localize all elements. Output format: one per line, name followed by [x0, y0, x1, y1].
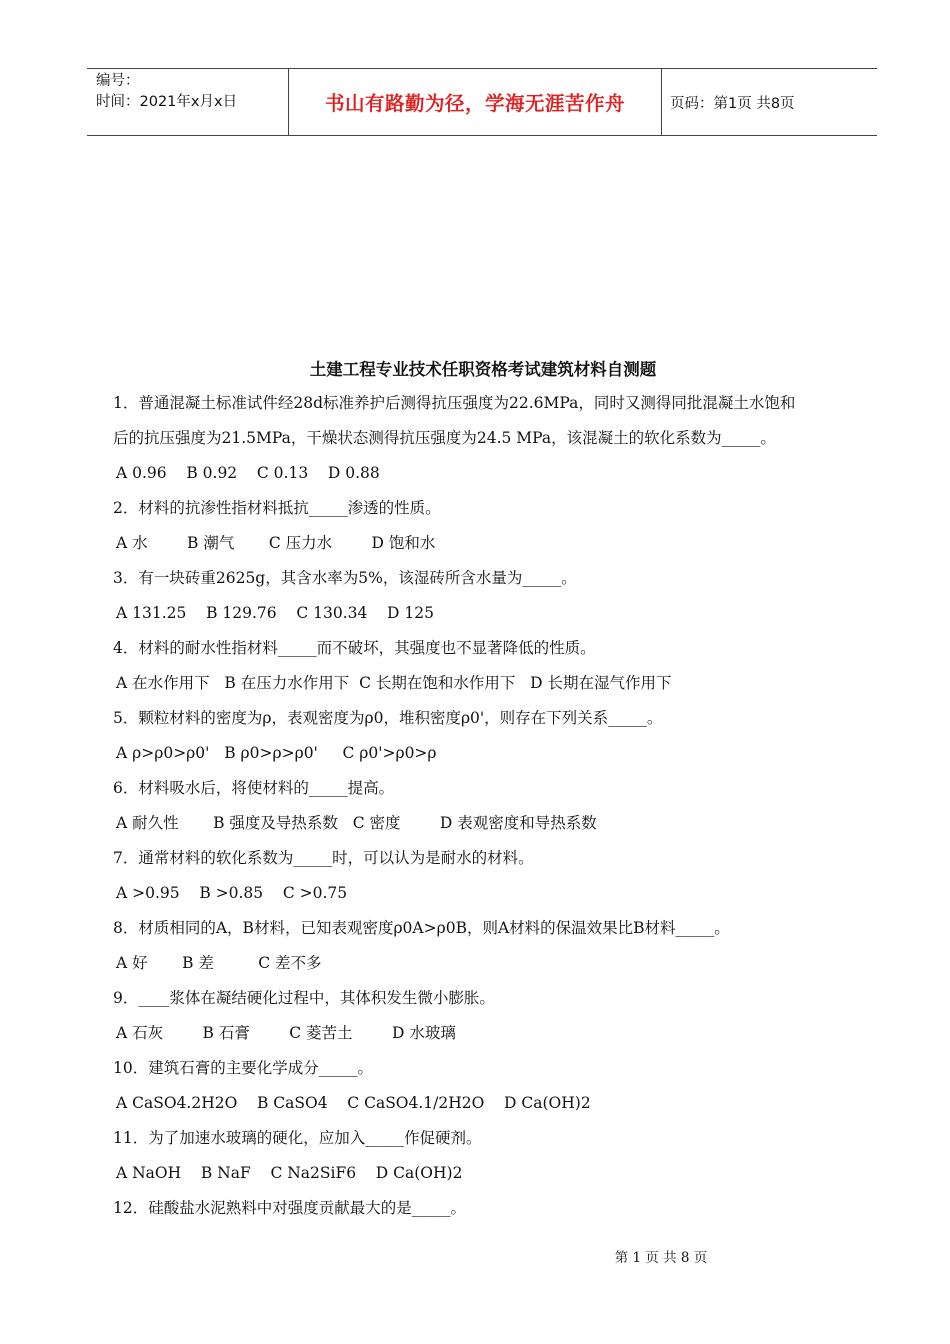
question-line: 8．材质相同的A，B材料，已知表观密度ρ0A>ρ0B，则A材料的保温效果比B材料_____。 — [113, 919, 730, 937]
question-line: 2．材料的抗渗性指材料抵抗_____渗透的性质。 — [113, 499, 441, 517]
motto: 书山有路勤为径，学海无涯苦作舟 — [288, 69, 662, 135]
document-title: 土建工程专业技术任职资格考试建筑材料自测题 — [309, 360, 657, 379]
question-line: 10．建筑石膏的主要化学成分_____。 — [113, 1059, 373, 1077]
options-line: A 131.25 B 129.76 C 130.34 D 125 — [116, 604, 434, 622]
question-line: 3．有一块砖重2625g，其含水率为5%，该湿砖所含水量为_____。 — [113, 569, 577, 587]
header-info — [87, 69, 288, 135]
options-line: A 水 B 潮气 C 压力水 D 饱和水 — [116, 534, 436, 552]
page-number-label: 页码：第1页 共8页 — [670, 95, 795, 112]
options-line: A NaOH B NaF C Na2SiF6 D Ca(OH)2 — [116, 1164, 463, 1182]
question-line: 9．____浆体在凝结硬化过程中，其体积发生微小膨胀。 — [113, 989, 495, 1007]
question-line: 4．材料的耐水性指材料_____而不破坏，其强度也不显著降低的性质。 — [113, 639, 596, 657]
options-line: A 好 B 差 C 差不多 — [116, 954, 322, 972]
question-line: 后的抗压强度为21.5MPa，干燥状态测得抗压强度为24.5 MPa，该混凝土的软化系数为_____。 — [113, 429, 776, 447]
options-line: A 耐久性 B 强度及导热系数 C 密度 D 表观密度和导热系数 — [116, 814, 597, 832]
number-label: 编号： — [96, 73, 140, 89]
question-line: 5．颗粒材料的密度为ρ，表观密度为ρ0，堆积密度ρ0'，则存在下列关系_____。 — [113, 709, 663, 727]
question-line: 7．通常材料的软化系数为_____时，可以认为是耐水的材料。 — [113, 849, 534, 867]
options-line: A 在水作用下 B 在压力水作用下 C 长期在饱和水作用下 D 长期在湿气作用下 — [116, 674, 672, 692]
question-line: 1．普通混凝土标准试件经28d标准养护后测得抗压强度为22.6MPa，同时又测得同批混凝土水饱和 — [113, 394, 796, 412]
options-line: A 0.96 B 0.92 C 0.13 D 0.88 — [116, 464, 380, 482]
page-footer: 第 1 页 共 8 页 — [614, 1250, 708, 1266]
options-line: A 石灰 B 石膏 C 菱苦土 D 水玻璃 — [116, 1024, 456, 1042]
question-line: 12．硅酸盐水泥熟料中对强度贡献最大的是_____。 — [113, 1199, 466, 1217]
question-line: 11．为了加速水玻璃的硬化，应加入_____作促硬剂。 — [113, 1129, 482, 1147]
question-list — [113, 390, 873, 1230]
options-line: A >0.95 B >0.85 C >0.75 — [116, 884, 348, 902]
question-line: 6．材料吸水后，将使材料的_____提高。 — [113, 779, 395, 797]
options-line: A ρ>ρ0>ρ0' B ρ0>ρ>ρ0' C ρ0'>ρ0>ρ — [116, 744, 437, 762]
options-line: A CaSO4.2H2O B CaSO4 C CaSO4.1/2H2O D Ca(OH)2 — [116, 1094, 591, 1112]
time-label: 时间：2021年x月x日 — [96, 94, 238, 110]
page-header — [87, 68, 877, 136]
